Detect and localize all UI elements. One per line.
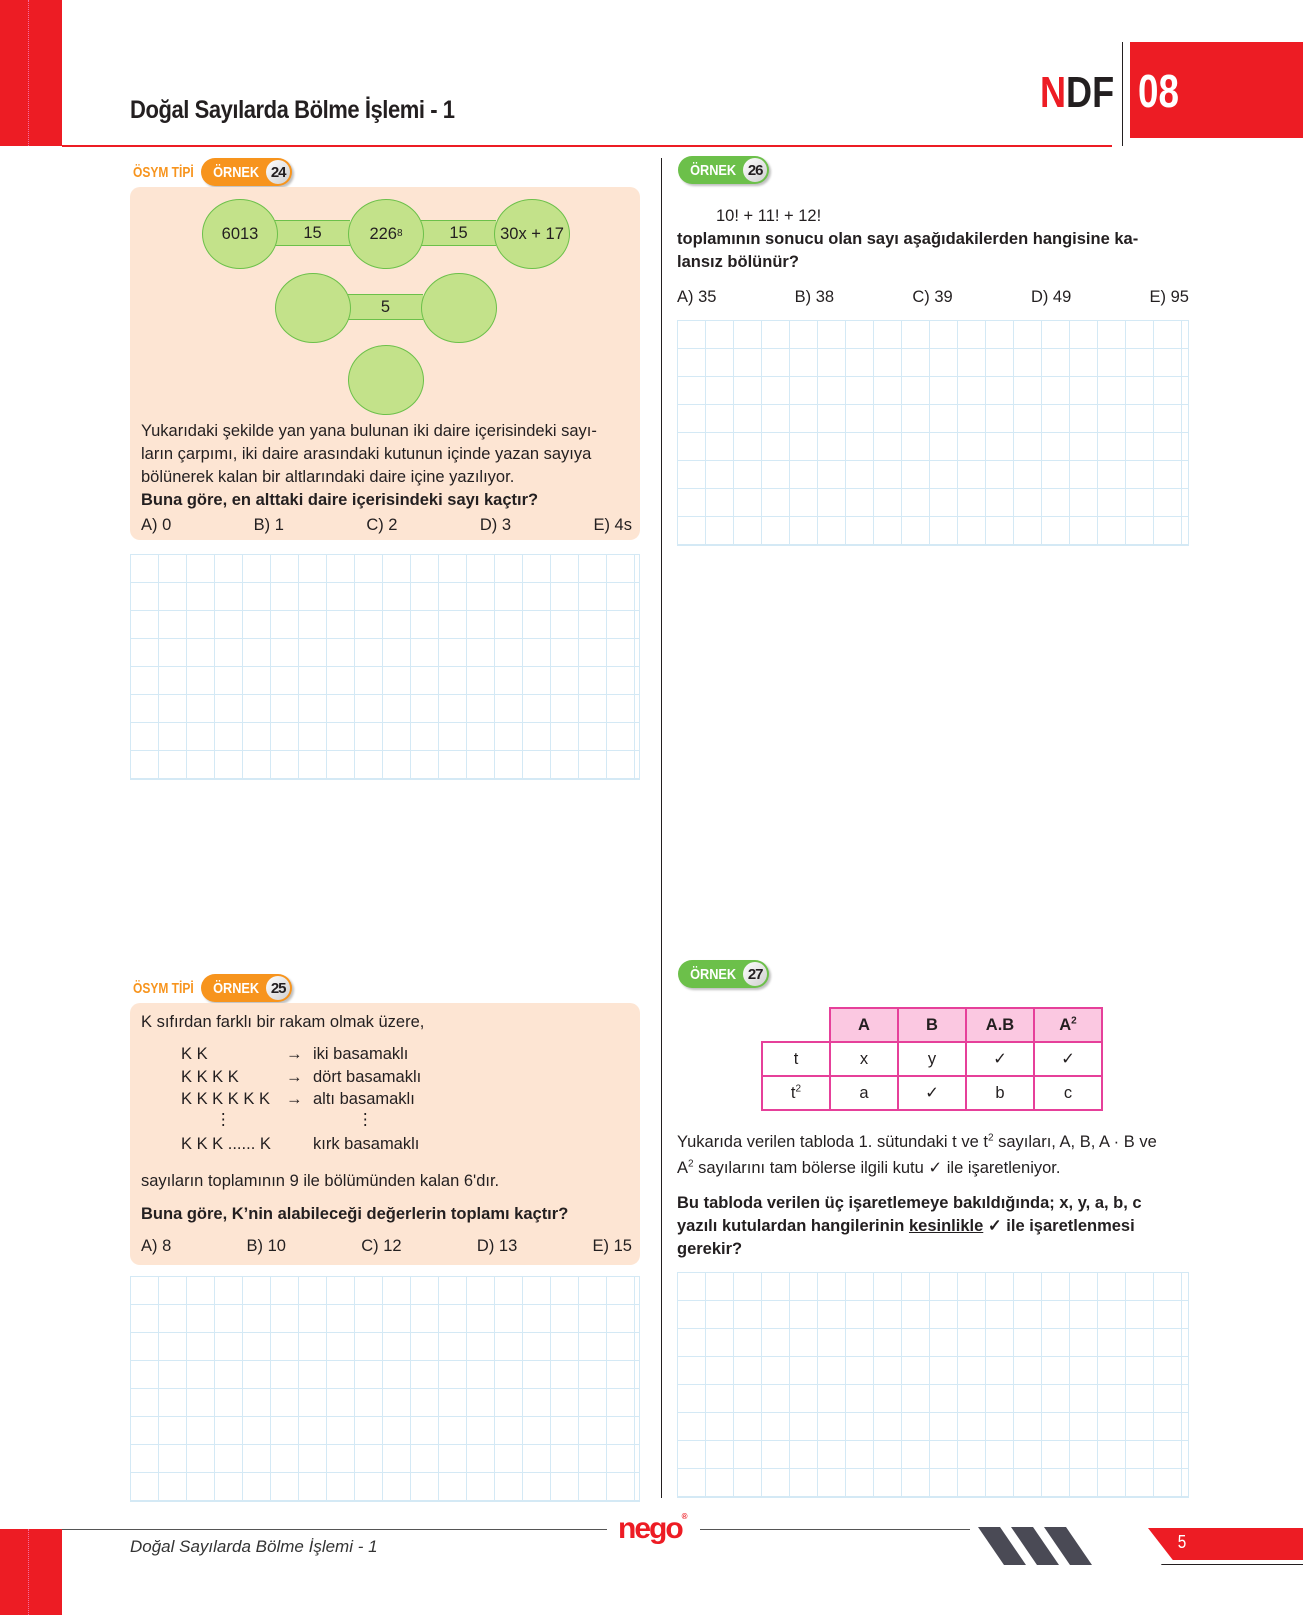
section-code-separator <box>1122 42 1123 146</box>
table-cell: y <box>898 1042 966 1076</box>
text-line: Yukarıdaki şekilde yan yana bulunan iki daire içerisindeki sayı- <box>141 422 597 440</box>
example-label: ÖRNEK <box>690 161 737 179</box>
table-header: A.B <box>966 1008 1034 1042</box>
row-label-text: t <box>793 1049 799 1068</box>
scratch-grid <box>677 320 1189 546</box>
text-segment: A <box>677 1159 689 1177</box>
row-label <box>762 1076 830 1110</box>
q27-text <box>677 1131 1197 1180</box>
text-segment: sayılarını tam bölerse ilgili kutu ✓ ile işaretleniyor. <box>693 1159 1061 1177</box>
section-code-df: DF <box>1066 68 1115 117</box>
example-pill <box>678 960 769 988</box>
question-text <box>677 228 1138 274</box>
choice-c[interactable]: C) 12 <box>361 1237 402 1255</box>
question-line: Bu tabloda verilen üç işaretlemeye bakıldığında; x, y, a, b, c <box>677 1194 1142 1212</box>
text-segment: sayıları, A, B, A · B ve <box>993 1133 1157 1151</box>
table-header-row <box>762 1008 1102 1042</box>
kk-desc: kırk basamaklı <box>313 1135 420 1153</box>
row-label-exponent: 2 <box>795 1083 802 1094</box>
table-cell: c <box>1034 1076 1102 1110</box>
kk-digits: K K <box>181 1045 208 1063</box>
example-number: 26 <box>743 158 767 182</box>
question-line: lansız bölünür? <box>677 253 799 271</box>
q25-intro: K sıfırdan farklı bir rakam olmak üzere, <box>141 1013 425 1031</box>
choice-b[interactable]: B) 1 <box>253 516 284 534</box>
choice-d[interactable]: D) 49 <box>1030 288 1072 306</box>
choice-e[interactable]: E) 95 <box>1149 288 1189 306</box>
text-line: bölünerek kalan bir altlarındaki daire içine yazılıyor. <box>141 468 515 486</box>
page-title: Doğal Sayılarda Bölme İşlemi - 1 <box>130 96 455 124</box>
section-code-n: N <box>1040 68 1067 117</box>
q25-choices <box>141 1237 632 1256</box>
kk-row-ellipsis <box>181 1110 374 1130</box>
question-line <box>677 1215 1197 1238</box>
header-rule <box>62 145 1112 147</box>
exponent: 2 <box>688 1158 694 1170</box>
q26-expression: 10! + 11! + 12! <box>716 207 822 225</box>
choice-b[interactable]: B) 38 <box>794 288 835 306</box>
diagram-circle-empty <box>275 273 351 343</box>
example-number: 25 <box>266 976 290 1000</box>
table-row <box>762 1076 1102 1110</box>
row-label-text: t <box>790 1083 796 1102</box>
q24-badge <box>133 158 292 186</box>
table-header <box>1034 1008 1102 1042</box>
arrow-icon: → <box>286 1090 303 1108</box>
divisibility-table <box>761 1007 1103 1111</box>
osym-type-label: ÖSYM TİPİ <box>133 163 194 181</box>
text-segment: ✓ ile işaretlenmesi <box>983 1217 1135 1235</box>
registered-mark: ® <box>681 1512 686 1521</box>
example-pill <box>201 158 292 186</box>
arrow-icon: → <box>286 1045 303 1063</box>
arrow-icon <box>286 1135 313 1154</box>
q27-badge <box>678 960 769 988</box>
diagram-circle: 30x + 17 <box>494 199 570 269</box>
kk-desc: iki basamaklı <box>313 1045 409 1063</box>
q26-choices <box>677 288 1189 307</box>
logo-text: nego <box>618 1512 682 1545</box>
page-number-box <box>1148 1528 1303 1560</box>
kk-digits: K K K K <box>181 1068 239 1086</box>
diagram-circle: 6013 <box>202 199 278 269</box>
q24-choices <box>141 516 632 535</box>
choice-b[interactable]: B) 10 <box>246 1237 286 1255</box>
kk-row <box>181 1068 421 1087</box>
footer-rule <box>700 1529 970 1530</box>
question-text: Buna göre, en alttaki daire içerisindeki sayı kaçtır? <box>141 491 539 509</box>
kk-desc: dört basamaklı <box>313 1068 422 1086</box>
diagram-connector: 15 <box>275 220 350 246</box>
table-row <box>762 1042 1102 1076</box>
text-segment: yazılı kutulardan hangilerinin <box>677 1217 909 1235</box>
table-header: A <box>830 1008 898 1042</box>
arrow-icon: → <box>286 1068 303 1086</box>
page-number: 5 <box>1177 1532 1187 1552</box>
diagram-circle-empty <box>421 273 497 343</box>
scratch-grid <box>130 554 640 780</box>
example-pill <box>678 156 769 184</box>
choice-e[interactable]: E) 15 <box>592 1237 632 1255</box>
text-line <box>677 1157 1197 1180</box>
example-number: 24 <box>266 160 290 184</box>
osym-type-label: ÖSYM TİPİ <box>133 979 194 997</box>
choice-c[interactable]: C) 2 <box>366 516 398 534</box>
question-line: toplamının sonucu olan sayı aşağıdakilerden hangisine ka- <box>677 230 1139 248</box>
example-label: ÖRNEK <box>213 163 260 181</box>
text-segment: Yukarıda verilen tabloda 1. sütundaki t ve t <box>677 1133 988 1151</box>
choice-a[interactable]: A) 35 <box>677 288 717 306</box>
table-corner <box>762 1008 830 1042</box>
kk-desc: altı basamaklı <box>313 1090 415 1108</box>
kk-row <box>181 1045 408 1064</box>
header-text: A <box>1059 1015 1072 1034</box>
table-cell-check: ✓ <box>898 1076 966 1110</box>
scratch-grid <box>677 1272 1189 1498</box>
text-line <box>677 1131 1197 1154</box>
choice-e[interactable]: E) 4s <box>593 516 632 534</box>
example-label: ÖRNEK <box>690 965 737 983</box>
example-pill <box>201 974 292 1002</box>
choice-d[interactable]: D) 13 <box>476 1237 518 1255</box>
q25-badge <box>133 974 292 1002</box>
diagram-circle: 226 8 <box>348 199 424 269</box>
choice-c[interactable]: C) 39 <box>912 288 953 306</box>
footer-title: Doğal Sayılarda Bölme İşlemi - 1 <box>130 1537 378 1556</box>
vertical-ellipsis: ⋮ <box>215 1111 232 1129</box>
exponent: 2 <box>987 1132 994 1144</box>
kk-row <box>181 1090 415 1109</box>
row-label <box>762 1042 830 1076</box>
text-line: ların çarpımı, iki daire arasındaki kutunun içinde yazan sayıya <box>141 445 592 463</box>
scratch-grid <box>130 1276 640 1502</box>
kk-digits: K K K K K K <box>181 1090 270 1108</box>
table-cell: x <box>830 1042 898 1076</box>
column-divider <box>661 158 662 1498</box>
left-red-tab-top <box>0 0 62 146</box>
choice-a[interactable]: A) 8 <box>141 1237 172 1255</box>
header-exponent: 2 <box>1071 1015 1077 1026</box>
diagram-circle-bottom <box>348 345 424 415</box>
question-text <box>677 1192 1197 1261</box>
q24-text <box>141 420 597 512</box>
left-red-tab-bottom <box>0 1529 62 1615</box>
q25-statement: sayıların toplamının 9 ile bölümünden kalan 6'dır. <box>141 1172 500 1190</box>
circle-value: 226 <box>369 224 397 243</box>
table-cell-check: ✓ <box>966 1042 1034 1076</box>
question-line: gerekir? <box>677 1240 743 1258</box>
q26-badge <box>678 156 769 184</box>
kk-row <box>181 1135 419 1154</box>
section-code <box>1040 68 1114 118</box>
table-cell-check: ✓ <box>1034 1042 1102 1076</box>
vertical-ellipsis: ⋮ <box>357 1111 374 1129</box>
example-number: 27 <box>743 962 767 986</box>
choice-a[interactable]: A) 0 <box>141 516 172 534</box>
diagram-connector: 5 <box>348 294 423 320</box>
kk-digits: K K K ...... K <box>181 1135 271 1153</box>
underlined-text: kesinlikle <box>908 1217 984 1235</box>
choice-d[interactable]: D) 3 <box>479 516 512 534</box>
table-cell: b <box>966 1076 1034 1110</box>
arrow-icon <box>286 1110 313 1130</box>
example-label: ÖRNEK <box>213 979 260 997</box>
section-number: 08 <box>1138 65 1179 117</box>
publisher-logo <box>618 1512 686 1546</box>
question-text: Buna göre, K’nin alabileceği değerlerin toplamı kaçtır? <box>141 1205 569 1223</box>
table-cell: a <box>830 1076 898 1110</box>
diagram-connector: 15 <box>421 220 496 246</box>
table-header: B <box>898 1008 966 1042</box>
footer-rule <box>62 1529 607 1530</box>
